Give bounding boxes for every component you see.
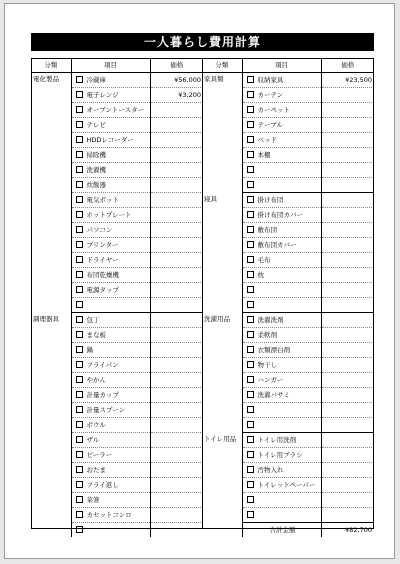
item-label: テーブル xyxy=(257,121,283,130)
price-cell[interactable] xyxy=(150,523,203,538)
checkbox[interactable] xyxy=(247,196,254,203)
item-cell[interactable] xyxy=(71,178,150,193)
item-cell[interactable] xyxy=(242,388,321,403)
sheet-title: 一人暮らし費用計算 xyxy=(31,33,374,51)
item-label: 布団乾燥機 xyxy=(86,271,119,280)
item-label: プリンター xyxy=(86,241,119,250)
price-cell[interactable] xyxy=(321,88,374,103)
checkbox[interactable] xyxy=(247,346,254,353)
checkbox[interactable] xyxy=(76,316,83,323)
checkbox[interactable] xyxy=(247,316,254,323)
item-label: やかん xyxy=(86,376,106,385)
checkbox[interactable] xyxy=(76,241,83,248)
item-cell[interactable] xyxy=(242,283,321,298)
checkbox[interactable] xyxy=(247,301,254,308)
item-label: ホットプレート xyxy=(86,211,132,220)
item-cell[interactable] xyxy=(242,373,321,388)
item-cell[interactable] xyxy=(71,403,150,418)
price-cell[interactable] xyxy=(150,373,203,388)
item-cell[interactable] xyxy=(71,418,150,433)
item-label: フライ返し xyxy=(86,481,119,490)
price-cell[interactable] xyxy=(321,418,374,433)
item-cell[interactable] xyxy=(71,388,150,403)
table-row xyxy=(31,73,203,88)
checkbox[interactable] xyxy=(76,286,83,293)
checkbox[interactable] xyxy=(76,226,83,233)
item-header: 項目 xyxy=(71,58,150,73)
item-cell[interactable] xyxy=(71,163,150,178)
checkbox[interactable] xyxy=(76,211,83,218)
checkbox[interactable] xyxy=(76,406,83,413)
item-label: 電子レンジ xyxy=(86,91,119,100)
item-label: 収納家具 xyxy=(257,76,284,85)
item-label: 敷布団カバー xyxy=(257,241,297,250)
price-cell[interactable] xyxy=(150,148,203,163)
price-cell[interactable] xyxy=(150,193,203,208)
checkbox[interactable] xyxy=(76,301,83,308)
center-divider xyxy=(202,58,203,529)
price-cell[interactable] xyxy=(150,283,203,298)
item-cell[interactable] xyxy=(242,433,321,448)
category-cell: 家具類 xyxy=(204,75,224,84)
item-cell[interactable] xyxy=(71,448,150,463)
item-cell[interactable] xyxy=(71,493,150,508)
checkbox[interactable] xyxy=(76,496,83,503)
item-label: 冷蔵庫 xyxy=(86,76,106,85)
price-cell[interactable] xyxy=(321,463,374,478)
checkbox[interactable] xyxy=(247,226,254,233)
checkbox[interactable] xyxy=(76,421,83,428)
category-header: 分類 xyxy=(202,58,242,73)
price-cell[interactable] xyxy=(321,208,374,223)
price-cell[interactable] xyxy=(321,493,374,508)
table-row xyxy=(202,193,374,208)
category-cell: トイレ用品 xyxy=(204,434,237,443)
category-cell: 電化製品 xyxy=(33,75,59,84)
price-cell[interactable] xyxy=(321,343,374,358)
item-label: HDDレコーダー xyxy=(86,136,134,145)
price-cell[interactable]: ¥23,500 xyxy=(321,73,374,88)
checkbox[interactable] xyxy=(76,151,83,158)
item-label: 電源タップ xyxy=(86,286,119,295)
checkbox[interactable] xyxy=(247,211,254,218)
item-label: 洗濯洗剤 xyxy=(257,316,284,325)
right-cost-table xyxy=(202,58,374,537)
item-cell[interactable] xyxy=(242,208,321,223)
price-header: 価格 xyxy=(321,58,374,73)
checkbox[interactable] xyxy=(247,511,254,518)
item-label: オーブントースター xyxy=(86,106,145,115)
price-cell[interactable] xyxy=(321,238,374,253)
item-header: 項目 xyxy=(242,58,321,73)
checkbox[interactable] xyxy=(247,271,254,278)
item-label: ピーラー xyxy=(86,451,113,460)
checkbox[interactable] xyxy=(247,91,254,98)
item-cell[interactable] xyxy=(71,463,150,478)
price-header: 価格 xyxy=(150,58,203,73)
price-cell[interactable] xyxy=(321,283,374,298)
item-label: 炊飯器 xyxy=(86,181,106,190)
item-cell[interactable] xyxy=(71,193,150,208)
item-label: ザル xyxy=(86,436,100,445)
price-cell[interactable] xyxy=(321,268,374,283)
checkbox[interactable] xyxy=(76,196,83,203)
category-cell: 洗濯用品 xyxy=(204,314,230,323)
item-cell[interactable] xyxy=(242,148,321,163)
checkbox[interactable] xyxy=(247,136,254,143)
table-row xyxy=(31,313,203,328)
item-cell[interactable] xyxy=(242,313,321,328)
item-label: 衣類漂白剤 xyxy=(257,346,290,355)
checkbox[interactable] xyxy=(247,76,254,83)
price-cell[interactable] xyxy=(150,418,203,433)
total-row xyxy=(202,523,374,538)
item-cell[interactable] xyxy=(71,373,150,388)
checkbox[interactable] xyxy=(247,496,254,503)
checkbox[interactable] xyxy=(247,481,254,488)
item-cell[interactable] xyxy=(242,493,321,508)
item-label: 柔軟剤 xyxy=(257,331,277,340)
item-label: パソコン xyxy=(86,226,113,235)
empty-cell xyxy=(202,523,242,538)
item-cell[interactable] xyxy=(242,448,321,463)
item-label: 本棚 xyxy=(257,151,271,160)
checkbox[interactable] xyxy=(76,391,83,398)
item-cell[interactable] xyxy=(242,133,321,148)
price-cell[interactable] xyxy=(150,403,203,418)
price-cell[interactable] xyxy=(321,223,374,238)
price-cell[interactable] xyxy=(321,253,374,268)
price-cell[interactable] xyxy=(150,253,203,268)
item-label: 敷布団 xyxy=(257,226,277,235)
item-cell[interactable] xyxy=(71,133,150,148)
price-cell[interactable] xyxy=(321,313,374,328)
item-cell[interactable] xyxy=(71,223,150,238)
price-cell[interactable] xyxy=(321,388,374,403)
item-label: おたま xyxy=(86,466,106,475)
checkbox[interactable] xyxy=(76,106,83,113)
item-label: 計量カップ xyxy=(86,391,119,400)
item-cell[interactable] xyxy=(71,148,150,163)
item-label: ボウル xyxy=(86,421,106,430)
checkbox[interactable] xyxy=(76,121,83,128)
item-cell[interactable] xyxy=(71,73,150,88)
item-cell[interactable] xyxy=(242,418,321,433)
item-cell[interactable] xyxy=(71,253,150,268)
price-cell[interactable] xyxy=(150,268,203,283)
checkbox[interactable] xyxy=(247,331,254,338)
price-cell[interactable] xyxy=(150,358,203,373)
price-cell[interactable] xyxy=(321,373,374,388)
item-cell[interactable] xyxy=(71,283,150,298)
item-cell[interactable] xyxy=(242,508,321,523)
checkbox[interactable] xyxy=(247,241,254,248)
checkbox[interactable] xyxy=(76,181,83,188)
item-label: 物干し xyxy=(257,361,277,370)
item-label: 洗濯バサミ xyxy=(257,391,290,400)
item-cell[interactable] xyxy=(71,103,150,118)
price-cell[interactable] xyxy=(321,103,374,118)
checkbox[interactable] xyxy=(247,421,254,428)
item-cell[interactable] xyxy=(242,178,321,193)
item-cell[interactable] xyxy=(71,208,150,223)
item-label: 掃除機 xyxy=(86,151,106,160)
price-cell[interactable] xyxy=(150,133,203,148)
price-cell[interactable] xyxy=(321,118,374,133)
checkbox[interactable] xyxy=(247,436,254,443)
checkbox[interactable] xyxy=(76,466,83,473)
item-label: 毛布 xyxy=(257,256,271,265)
item-label: 菜箸 xyxy=(86,496,100,505)
item-cell[interactable] xyxy=(242,343,321,358)
price-cell[interactable] xyxy=(321,403,374,418)
price-cell[interactable] xyxy=(321,133,374,148)
item-cell[interactable] xyxy=(71,298,150,313)
price-cell[interactable] xyxy=(150,508,203,523)
checkbox[interactable] xyxy=(247,406,254,413)
price-cell[interactable]: ¥3,200 xyxy=(150,88,203,103)
price-cell[interactable] xyxy=(321,298,374,313)
checkbox[interactable] xyxy=(247,466,254,473)
checkbox[interactable] xyxy=(76,346,83,353)
checkbox[interactable] xyxy=(76,166,83,173)
item-label: トイレ用洗剤 xyxy=(257,436,297,445)
checkbox[interactable] xyxy=(247,181,254,188)
item-cell[interactable] xyxy=(242,193,321,208)
checkbox[interactable] xyxy=(76,361,83,368)
checkbox[interactable] xyxy=(247,286,254,293)
item-cell[interactable] xyxy=(242,298,321,313)
checkbox[interactable] xyxy=(76,376,83,383)
checkbox[interactable] xyxy=(247,106,254,113)
checkbox[interactable] xyxy=(247,376,254,383)
item-label: まな板 xyxy=(86,331,106,340)
price-cell[interactable] xyxy=(150,178,203,193)
price-cell[interactable] xyxy=(150,118,203,133)
item-cell[interactable] xyxy=(71,478,150,493)
item-label: ドライヤー xyxy=(86,256,119,265)
item-label: 枕 xyxy=(257,271,264,280)
category-header: 分類 xyxy=(31,58,71,73)
checkbox[interactable] xyxy=(76,436,83,443)
price-cell[interactable] xyxy=(321,163,374,178)
item-label: 電気ポット xyxy=(86,196,119,205)
checkbox[interactable] xyxy=(247,256,254,263)
item-cell[interactable] xyxy=(242,103,321,118)
price-cell[interactable] xyxy=(150,163,203,178)
item-label: 汚物入れ xyxy=(257,466,284,475)
item-label: カーペット xyxy=(257,106,290,115)
item-cell[interactable] xyxy=(71,268,150,283)
price-cell[interactable] xyxy=(150,448,203,463)
item-cell[interactable] xyxy=(242,478,321,493)
table-row xyxy=(202,73,374,88)
item-label: 掛け布団カバー xyxy=(257,211,303,220)
checkbox[interactable] xyxy=(76,526,83,533)
item-cell[interactable] xyxy=(242,328,321,343)
category-cell: 調理器具 xyxy=(33,314,59,323)
checkbox[interactable] xyxy=(76,136,83,143)
item-cell[interactable] xyxy=(242,238,321,253)
checkbox[interactable] xyxy=(76,511,83,518)
item-cell[interactable] xyxy=(242,163,321,178)
item-cell[interactable] xyxy=(71,238,150,253)
checkbox[interactable] xyxy=(247,451,254,458)
item-label: 鍋 xyxy=(86,346,93,355)
item-cell[interactable] xyxy=(242,403,321,418)
checkbox[interactable] xyxy=(247,166,254,173)
checkbox[interactable] xyxy=(76,331,83,338)
price-cell[interactable] xyxy=(150,493,203,508)
price-cell[interactable] xyxy=(150,313,203,328)
total-label: 合計金額 xyxy=(242,523,321,538)
item-label: カーテン xyxy=(257,91,284,100)
item-label: 掛け布団 xyxy=(257,196,284,205)
price-cell[interactable] xyxy=(150,238,203,253)
total-value: ¥82,700 xyxy=(321,523,374,538)
price-cell[interactable]: ¥56,000 xyxy=(150,73,203,88)
item-cell[interactable] xyxy=(71,313,150,328)
item-cell[interactable] xyxy=(242,268,321,283)
item-cell[interactable] xyxy=(71,118,150,133)
price-cell[interactable] xyxy=(150,463,203,478)
checkbox[interactable] xyxy=(76,481,83,488)
item-label: 包丁 xyxy=(86,316,100,325)
item-label: 計量スプーン xyxy=(86,406,126,415)
item-label: トイレットペーパー xyxy=(257,481,316,490)
item-cell[interactable] xyxy=(71,328,150,343)
item-label: カセットコンロ xyxy=(86,511,132,520)
checkbox[interactable] xyxy=(76,256,83,263)
price-cell[interactable] xyxy=(321,328,374,343)
checkbox[interactable] xyxy=(247,361,254,368)
item-cell[interactable] xyxy=(71,508,150,523)
item-cell[interactable] xyxy=(71,88,150,103)
left-cost-table xyxy=(31,58,203,537)
price-cell[interactable] xyxy=(321,178,374,193)
price-cell[interactable] xyxy=(150,298,203,313)
price-cell[interactable] xyxy=(321,478,374,493)
item-cell[interactable] xyxy=(71,358,150,373)
price-cell[interactable] xyxy=(150,433,203,448)
item-label: テレビ xyxy=(86,121,106,130)
category-cell: 寝具 xyxy=(204,194,217,203)
item-cell[interactable] xyxy=(71,433,150,448)
item-cell[interactable] xyxy=(242,463,321,478)
price-cell[interactable] xyxy=(150,478,203,493)
price-cell[interactable] xyxy=(321,358,374,373)
item-cell[interactable] xyxy=(71,523,150,538)
item-label: フライパン xyxy=(86,361,119,370)
price-cell[interactable] xyxy=(150,103,203,118)
price-cell[interactable] xyxy=(321,148,374,163)
item-label: ベッド xyxy=(257,136,277,145)
checkbox[interactable] xyxy=(247,121,254,128)
checkbox[interactable] xyxy=(76,271,83,278)
item-cell[interactable] xyxy=(242,118,321,133)
checkbox[interactable] xyxy=(76,91,83,98)
item-cell[interactable] xyxy=(242,223,321,238)
checkbox[interactable] xyxy=(247,151,254,158)
item-label: 洗濯機 xyxy=(86,166,106,175)
price-cell[interactable] xyxy=(321,448,374,463)
item-cell[interactable] xyxy=(242,358,321,373)
price-cell[interactable] xyxy=(321,508,374,523)
checkbox[interactable] xyxy=(76,76,83,83)
item-cell[interactable] xyxy=(242,73,321,88)
price-cell[interactable] xyxy=(150,223,203,238)
item-cell[interactable] xyxy=(242,253,321,268)
item-cell[interactable] xyxy=(242,88,321,103)
item-cell[interactable] xyxy=(71,343,150,358)
item-label: ハンガー xyxy=(257,376,284,385)
price-cell[interactable] xyxy=(150,208,203,223)
checkbox[interactable] xyxy=(247,391,254,398)
table-row xyxy=(202,313,374,328)
price-cell[interactable] xyxy=(321,433,374,448)
price-cell[interactable] xyxy=(150,343,203,358)
price-cell[interactable] xyxy=(150,388,203,403)
table-row xyxy=(202,433,374,448)
price-cell[interactable] xyxy=(321,193,374,208)
item-label: トイレ用ブラシ xyxy=(257,451,303,460)
checkbox[interactable] xyxy=(76,451,83,458)
price-cell[interactable] xyxy=(150,328,203,343)
